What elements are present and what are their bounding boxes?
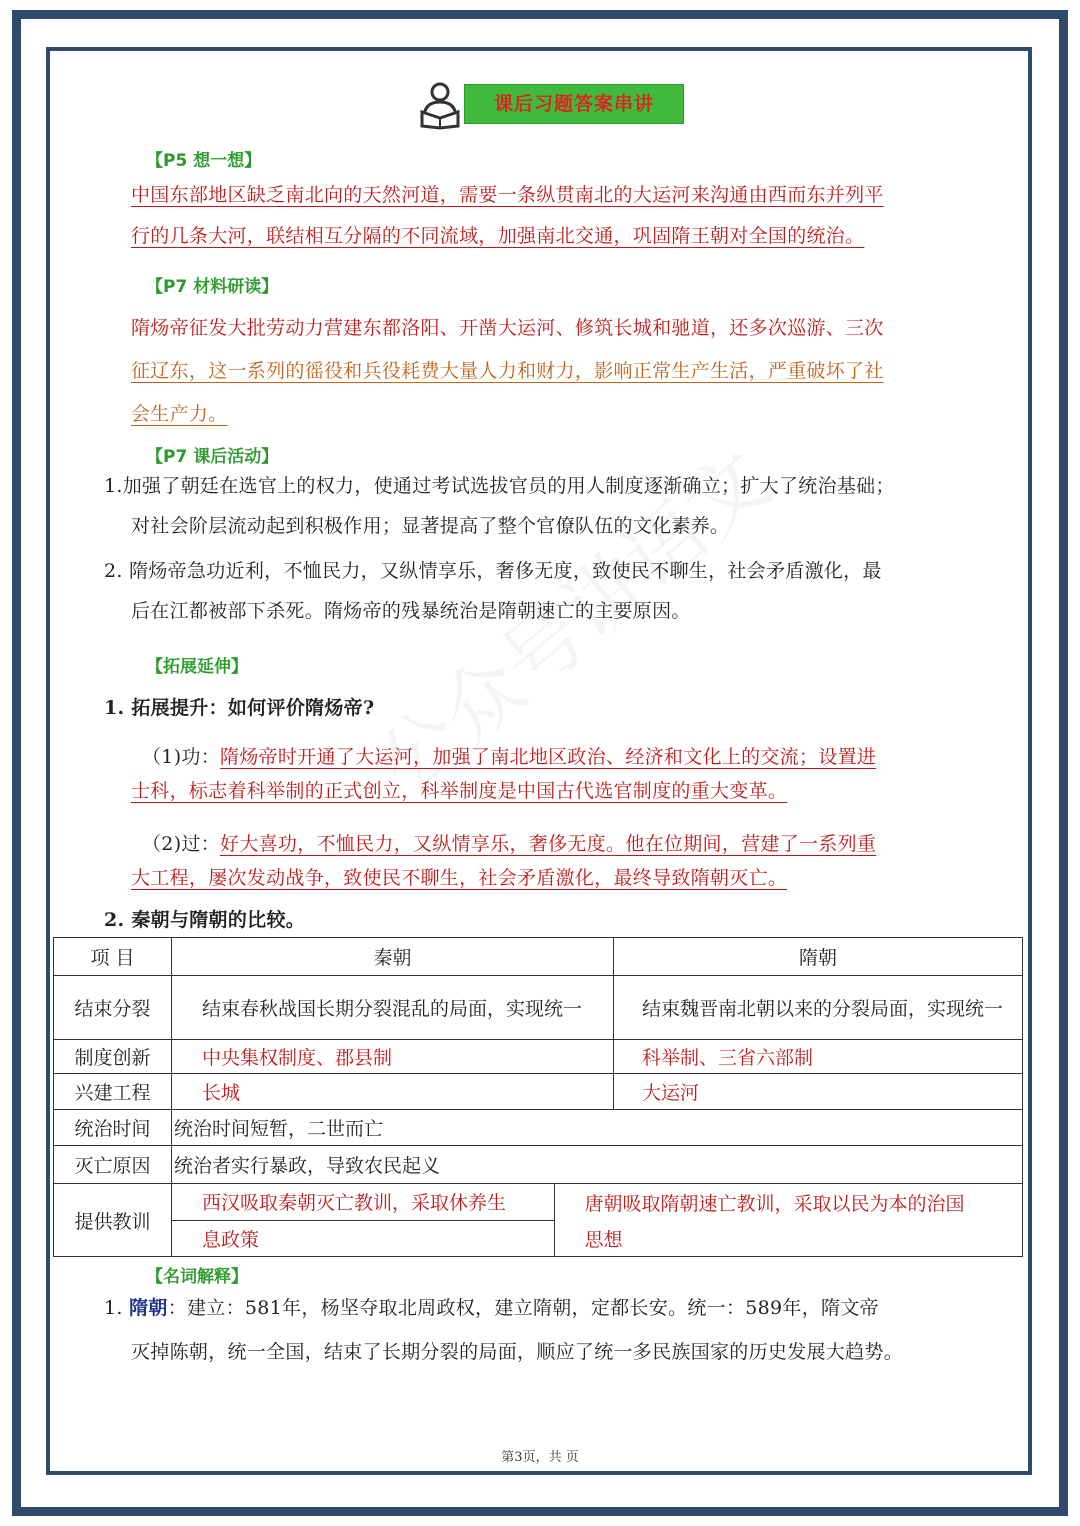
p7b-item-2b: 后在江都被部下杀死。隋炀帝的残暴统治是隋朝速亡的主要原因。 [131,600,691,622]
table-cell-both: 统治者实行暴政，导致农民起义 [172,1146,1023,1184]
section-title-terms: 【名词解释】 [146,1267,248,1287]
p7a-line-3: 会生产力。 [131,403,228,425]
table-cell-sui-lesson-2: 思想 [584,1228,623,1251]
table-row [54,1040,1023,1074]
terms-def-1: ：建立：581年，杨坚夺取北周政权，建立隋朝，定都长安。统一：589年，隋文帝 [167,1297,879,1319]
p7b-item-2a: 2. 隋炀帝急功近利，不恤民力，又纵情享乐，奢侈无度，致使民不聊生，社会矛盾激化，最 [104,560,882,582]
p7a-line-1: 隋炀帝征发大批劳动力营建东都洛阳、开凿大运河、修筑长城和驰道，还多次巡游、三次 [131,317,884,339]
p5-line-2: 行的几条大河，联结相互分隔的不同流域，加强南北交通，巩固隋王朝对全国的统治。 [131,225,865,247]
terms-line-2: 灭掉陈朝，统一全国，结束了长期分裂的局面，顺应了统一多民族国家的历史发展大趋势。 [131,1341,904,1363]
terms-term: 隋朝 [129,1297,168,1319]
table-row [54,1184,1023,1257]
table-row [54,1110,1023,1146]
table-cell-qin: 中央集权制度、郡县制 [172,1040,614,1074]
ext-question-1: 1. 拓展提升：如何评价隋炀帝? [104,697,375,719]
table-cell-sui: 大运河 [614,1074,1023,1110]
table-header-sui: 隋朝 [614,938,1023,976]
table-row-label: 灭亡原因 [54,1146,172,1184]
ext-guo-line-1: 好大喜功，不恤民力，又纵情享乐，奢侈无度。他在位期间，营建了一系列重 [220,833,877,855]
table-cell-qin-lesson-2: 息政策 [172,1220,554,1256]
table-cell-sui: 科举制、三省六部制 [614,1040,1023,1074]
ext-guo-label: （2)过： [142,833,221,855]
section-title-extension: 【拓展延伸】 [146,657,248,677]
section-title-p7-reading: 【P7 材料研读】 [146,277,279,297]
table-cell-sui: 结束魏晋南北朝以来的分裂局面，实现统一 [614,976,1023,1040]
table-row [54,976,1023,1040]
page-footer: 第3页，共 页 [501,1450,579,1465]
ext-guo-line-2: 大工程，屡次发动战争，致使民不聊生，社会矛盾激化，最终导致隋朝灭亡。 [131,867,788,889]
table-cell-sui-lesson-1: 唐朝吸取隋朝速亡教训，采取以民为本的治国 [584,1192,965,1215]
ext-question-2: 2. 秦朝与隋朝的比较。 [104,909,306,931]
table-cell-lesson [172,1184,1023,1257]
terms-num: 1. [104,1297,130,1319]
table-header-row [54,938,1023,976]
table-cell-qin: 长城 [172,1074,614,1110]
p7b-item-1b: 对社会阶层流动起到积极作用；显著提高了整个官僚队伍的文化素养。 [131,515,730,537]
ext-gong-line-1: 隋炀帝时开通了大运河，加强了南北地区政治、经济和文化上的交流；设置进 [220,746,877,768]
table-cell-qin: 结束春秋战国长期分裂混乱的局面，实现统一 [172,976,614,1040]
table-row-label: 结束分裂 [54,976,172,1040]
header-title: 课后习题答案串讲 [464,84,684,124]
table-header-qin: 秦朝 [172,938,614,976]
table-cell-qin-lesson-1: 西汉吸取秦朝灭亡教训，采取休养生 [172,1184,554,1220]
terms-line-1 [104,1293,879,1320]
table-row [54,1074,1023,1110]
ext-gong-row-1 [142,742,876,769]
table-header-item: 项 目 [54,938,172,976]
ext-gong-label: （1)功： [142,746,221,768]
section-title-p5: 【P5 想一想】 [146,151,262,171]
table-row-label: 提供教训 [54,1184,172,1257]
p7b-item-1a: 1.加强了朝廷在选官上的权力，使通过考试选拔官员的用人制度逐渐确立；扩大了统治基础； [104,475,895,497]
section-title-p7-activity: 【P7 课后活动】 [146,447,279,467]
comparison-table [53,937,1023,1257]
table-row-label: 制度创新 [54,1040,172,1074]
section-header [416,80,686,130]
ext-gong-line-2: 士科，标志着科举制的正式创立，科举制度是中国古代选官制度的重大变革。 [131,780,788,802]
table-row [54,1146,1023,1184]
table-cell-both: 统治时间短暂，二世而亡 [172,1110,1023,1146]
table-row-label: 统治时间 [54,1110,172,1146]
reading-person-icon [416,80,470,130]
table-row-label: 兴建工程 [54,1074,172,1110]
p5-line-1: 中国东部地区缺乏南北向的天然河道，需要一条纵贯南北的大运河来沟通由西而东并列平 [131,184,884,206]
p7a-line-2: 征辽东，这一系列的徭役和兵役耗费大量人力和财力，影响正常生产生活，严重破坏了社 [131,360,884,382]
ext-guo-row-1 [142,829,876,856]
